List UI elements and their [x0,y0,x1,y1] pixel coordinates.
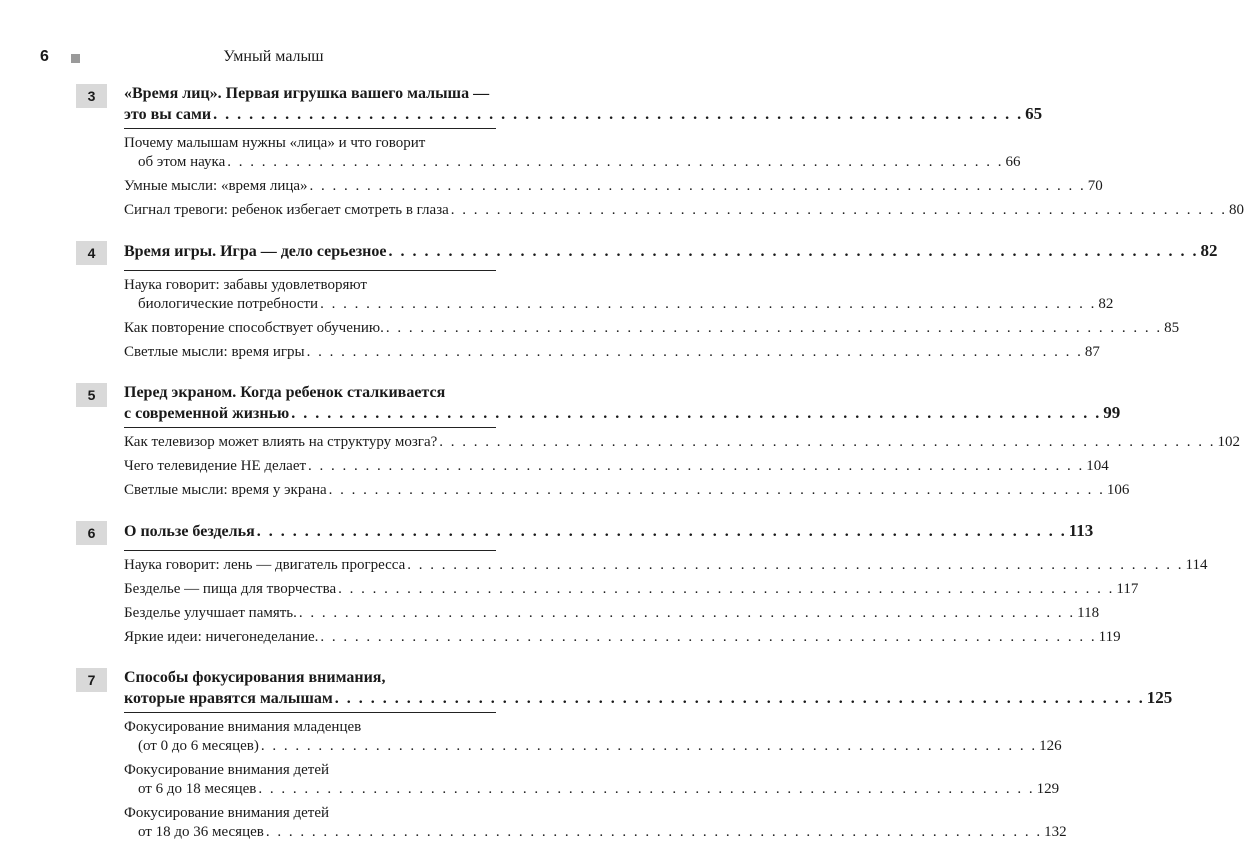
entry-page-number: 114 [1185,557,1208,573]
dot-leader [307,343,1083,362]
dot-leader [258,780,1034,799]
chapter-number: 7 [76,668,107,692]
toc-entry[interactable] [124,201,1244,220]
dot-leader [213,105,1023,125]
chapter-heading[interactable] [76,668,1173,709]
dot-leader [310,177,1086,196]
entry-title-line: Светлые мысли: время игры [124,344,305,360]
chapter-page-number: 82 [1200,241,1218,260]
chapter-title-line: Перед экраном. Когда ребенок сталкивается [124,384,446,401]
entry-title-line: (от 0 до 6 месяцев) [138,738,259,754]
toc-entry[interactable] [124,628,1121,647]
dot-leader [338,580,1114,599]
entry-page-number: 129 [1036,781,1060,797]
chapter-title-line: Время игры. Игра — дело серьезное [124,243,387,260]
entry-title-line: Фокусирование внимания детей [124,805,330,821]
dot-leader [439,433,1215,452]
chapter-title-line: это вы сами [124,106,212,123]
toc-chapter [76,383,1241,521]
chapter-rule [124,712,496,713]
entry-page-number: 119 [1098,629,1121,645]
chapter-number: 6 [76,521,107,545]
page-number: 6 [40,48,49,65]
entry-title-line: Сигнал тревоги: ребенок избегает смотреть в глаза [124,202,449,218]
entry-title-line: Как повторение способствует обучению. [124,320,384,336]
entry-title-line: Фокусирование внимания младенцев [124,719,362,735]
toc-chapter [76,521,1208,668]
chapter-heading[interactable] [76,521,1094,547]
dot-leader [299,604,1075,623]
toc-entry[interactable] [124,177,1103,196]
entry-page-number: 106 [1106,482,1130,498]
chapter-number: 4 [76,241,107,265]
chapter-rule [124,427,496,428]
entry-page-number: 87 [1084,344,1100,360]
chapter-rule [124,128,496,129]
toc-entry[interactable] [124,718,1062,756]
toc-entry[interactable] [124,433,1241,452]
dot-leader [335,689,1145,709]
entry-title-line: Чего телевидение НЕ делает [124,458,307,474]
dot-leader [227,153,1003,172]
toc-entry[interactable] [124,276,1114,314]
entry-title-line: Почему малышам нужны «лица» и что говорит [124,135,426,151]
dot-leader [266,823,1042,842]
entry-title-line: биологические потребности [138,296,319,312]
entry-page-number: 102 [1217,434,1241,450]
entry-title-line: Умные мысли: «время лица» [124,178,308,194]
chapter-title-line: О пользе безделья [124,523,255,540]
chapter-rule [124,550,496,551]
entry-title-line: об этом наука [138,154,226,170]
entry-title-line: Безделье — пища для творчества [124,581,337,597]
toc-chapter [76,668,1173,842]
chapter-heading[interactable] [76,383,1121,424]
entry-page-number: 104 [1086,458,1109,474]
chapter-page-number: 113 [1068,521,1094,540]
entry-title-line: Светлые мысли: время у экрана [124,482,327,498]
chapter-title-line: Способы фокусирования внимания, [124,669,386,686]
toc-entry[interactable] [124,319,1180,338]
chapter-title-line: с современной жизнью [124,405,290,422]
entry-title-line: Наука говорит: забавы удовлетворяют [124,277,367,293]
entry-title-line: от 18 до 36 месяцев [138,824,264,840]
chapter-number: 5 [76,383,107,407]
dot-leader [308,457,1084,476]
toc-chapter [76,241,1218,383]
dot-leader [451,201,1227,220]
dot-leader [329,481,1105,500]
chapter-heading[interactable] [76,241,1218,267]
chapter-page-number: 125 [1146,688,1173,707]
dot-leader [261,737,1037,756]
entry-title-line: Фокусирование внимания детей [124,762,330,778]
toc-entry[interactable] [124,761,1060,799]
chapter-title-line: которые нравятся малышам [124,690,333,707]
dot-leader [320,295,1096,314]
entry-title-line: Яркие идеи: ничегонеделание. [124,629,319,645]
entry-page-number: 118 [1077,605,1100,621]
dot-leader [407,556,1183,575]
dot-leader [291,404,1101,424]
table-of-contents [76,84,1244,847]
toc-entry[interactable] [124,457,1109,476]
dot-leader [386,319,1162,338]
running-title: Умный малыш [223,48,324,65]
chapter-number: 3 [76,84,107,108]
entry-page-number: 117 [1116,581,1139,597]
chapter-heading[interactable] [76,84,1043,125]
toc-chapter [76,84,1244,241]
chapter-page-number: 99 [1103,403,1121,422]
toc-entry[interactable] [124,481,1130,500]
dot-leader [389,242,1199,262]
dot-leader [257,522,1067,542]
toc-entry[interactable] [124,580,1139,599]
entry-page-number: 66 [1005,154,1021,170]
entry-title-line: Как телевизор может влиять на структуру мозга? [124,434,438,450]
entry-title-line: от 6 до 18 месяцев [138,781,257,797]
toc-entry[interactable] [124,134,1021,172]
entry-page-number: 126 [1039,738,1062,754]
entry-page-number: 85 [1164,320,1180,336]
entry-page-number: 132 [1044,824,1067,840]
toc-entry[interactable] [124,604,1100,623]
chapter-title-line: «Время лиц». Первая игрушка вашего малыша — [124,85,490,102]
chapter-rule [124,270,496,271]
entry-title-line: Наука говорит: лень — двигатель прогресса [124,557,406,573]
toc-entry[interactable] [124,804,1067,842]
toc-entry[interactable] [124,556,1208,575]
entry-page-number: 82 [1098,296,1114,312]
entry-page-number: 80 [1229,202,1244,218]
chapter-page-number: 65 [1025,104,1043,123]
entry-page-number: 70 [1087,178,1103,194]
entry-title-line: Безделье улучшает память. [124,605,297,621]
dot-leader [320,628,1096,647]
page-header [0,0,547,70]
toc-entry[interactable] [124,343,1100,362]
